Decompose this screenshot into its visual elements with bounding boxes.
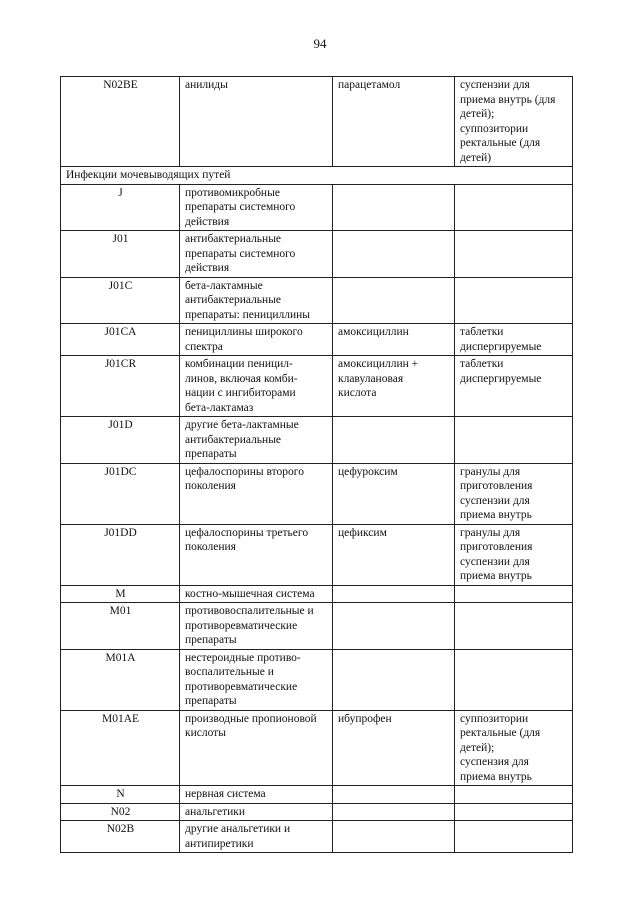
dosage-form-cell xyxy=(455,356,573,417)
cell-text-line: детей); xyxy=(460,741,495,754)
drug-name-cell xyxy=(333,324,455,356)
atc-code-cell: M01 xyxy=(61,603,180,650)
cell-text-line: детей) xyxy=(460,151,492,164)
atc-code-cell: J xyxy=(61,184,180,231)
cell-text-line: приема внутрь (для xyxy=(460,93,556,106)
drug-name-cell xyxy=(333,356,455,417)
cell-text-line: другие анальгетики и xyxy=(185,823,291,835)
table-row xyxy=(61,803,573,821)
group-name-cell xyxy=(180,356,333,417)
atc-code-cell: J01C xyxy=(61,277,180,324)
cell-text-line: цефалоспорины третьего xyxy=(185,526,309,539)
table-row xyxy=(61,77,573,167)
cell-text-line: суспензии для xyxy=(460,79,530,91)
drug-name-cell xyxy=(333,649,455,710)
dosage-form-cell xyxy=(455,417,573,464)
cell-text-line: нервная система xyxy=(185,788,266,800)
dosage-form-cell xyxy=(455,821,573,853)
cell-text-line: цефуроксим xyxy=(338,465,398,478)
table-row xyxy=(61,417,573,464)
cell-text-line: суппозитории xyxy=(460,712,529,725)
table-row xyxy=(61,585,573,603)
cell-text-line: поколения xyxy=(185,541,236,553)
cell-text-line: суспензия для xyxy=(460,756,529,768)
cell-text-line: противоревматические xyxy=(185,619,298,632)
atc-code-cell: J01DC xyxy=(61,463,180,524)
atc-code-cell: N02 xyxy=(61,803,180,821)
cell-text-line: противомикробные xyxy=(185,186,280,199)
cell-text-line: диспергируемые xyxy=(460,372,542,385)
atc-code-cell: N02BE xyxy=(61,77,180,167)
drug-name-cell xyxy=(333,524,455,585)
cell-text-line: производные пропионовой xyxy=(185,712,317,725)
cell-text-line: парацетамол xyxy=(338,79,401,91)
drug-name-cell xyxy=(333,585,455,603)
cell-text-line: гранулы для xyxy=(460,526,521,539)
drug-name-cell xyxy=(333,417,455,464)
cell-text-line: противовоспалительные и xyxy=(185,605,314,617)
cell-text-line: препараты: пенициллины xyxy=(185,308,311,321)
group-name-cell xyxy=(180,803,333,821)
drug-name-cell xyxy=(333,231,455,278)
cell-text-line: таблетки xyxy=(460,326,504,338)
drug-name-cell xyxy=(333,603,455,650)
cell-text-line: анилиды xyxy=(185,79,228,91)
cell-text-line: амоксициллин + xyxy=(338,358,419,370)
cell-text-line: амоксициллин xyxy=(338,326,409,338)
drug-name-cell xyxy=(333,277,455,324)
section-header-row xyxy=(61,167,573,185)
atc-drug-table xyxy=(60,76,573,853)
drug-name-cell xyxy=(333,803,455,821)
dosage-form-cell xyxy=(455,277,573,324)
cell-text-line: препараты системного xyxy=(185,247,296,260)
cell-text-line: нестероидные противо- xyxy=(185,651,301,664)
cell-text-line: антибактериальные xyxy=(185,433,282,446)
cell-text-line: препараты xyxy=(185,634,237,646)
dosage-form-cell xyxy=(455,184,573,231)
cell-text-line: суппозитории xyxy=(460,122,529,135)
cell-text-line: анальгетики xyxy=(185,805,246,818)
group-name-cell xyxy=(180,786,333,804)
drug-name-cell xyxy=(333,821,455,853)
page-number: 94 xyxy=(313,36,327,51)
table-row xyxy=(61,463,573,524)
atc-code-cell: N02B xyxy=(61,821,180,853)
cell-text-line: ректальные (для xyxy=(460,727,541,739)
atc-code-cell: M01A xyxy=(61,649,180,710)
drug-name-cell xyxy=(333,710,455,786)
table-row xyxy=(61,524,573,585)
group-name-cell xyxy=(180,603,333,650)
table-row xyxy=(61,184,573,231)
cell-text-line: кислота xyxy=(338,387,377,399)
group-name-cell xyxy=(180,463,333,524)
cell-text-line: таблетки xyxy=(460,358,504,370)
cell-text-line: нации с ингибиторами xyxy=(185,387,296,399)
group-name-cell xyxy=(180,77,333,167)
group-name-cell xyxy=(180,524,333,585)
cell-text-line: комбинации пеницил- xyxy=(185,358,293,370)
section-title: Инфекции мочевыводящих путей xyxy=(61,167,573,185)
cell-text-line: цефиксим xyxy=(338,526,387,539)
cell-text-line: гранулы для xyxy=(460,465,521,478)
cell-text-line: суспензии для xyxy=(460,555,530,568)
cell-text-line: действия xyxy=(185,215,230,228)
group-name-cell xyxy=(180,231,333,278)
cell-text-line: приема внутрь xyxy=(460,570,532,582)
atc-code-cell: M xyxy=(61,585,180,603)
table-row xyxy=(61,821,573,853)
table-row xyxy=(61,231,573,278)
table-row xyxy=(61,603,573,650)
drug-name-cell xyxy=(333,77,455,167)
cell-text-line: антибактериальные xyxy=(185,233,282,245)
cell-text-line: ибупрофен xyxy=(338,712,392,725)
drug-name-cell xyxy=(333,786,455,804)
cell-text-line: бета-лактамаз xyxy=(185,401,254,414)
cell-text-line: кислоты xyxy=(185,727,226,739)
atc-code-cell: J01 xyxy=(61,231,180,278)
atc-code-cell: J01D xyxy=(61,417,180,464)
atc-code-cell: J01CR xyxy=(61,356,180,417)
group-name-cell xyxy=(180,585,333,603)
cell-text-line: приготовления xyxy=(460,480,533,492)
dosage-form-cell xyxy=(455,786,573,804)
dosage-form-cell xyxy=(455,603,573,650)
group-name-cell xyxy=(180,649,333,710)
cell-text-line: поколения xyxy=(185,480,236,492)
group-name-cell xyxy=(180,821,333,853)
cell-text-line: препараты xyxy=(185,695,237,707)
table-row xyxy=(61,710,573,786)
group-name-cell xyxy=(180,710,333,786)
cell-text-line: действия xyxy=(185,262,230,274)
cell-text-line: препараты системного xyxy=(185,201,296,213)
dosage-form-cell xyxy=(455,585,573,603)
cell-text-line: приготовления xyxy=(460,541,533,553)
dosage-form-cell xyxy=(455,710,573,786)
table-row xyxy=(61,356,573,417)
cell-text-line: препараты xyxy=(185,448,237,460)
dosage-form-cell xyxy=(455,324,573,356)
group-name-cell xyxy=(180,277,333,324)
cell-text-line: бета-лактамные xyxy=(185,279,263,292)
group-name-cell xyxy=(180,324,333,356)
dosage-form-cell xyxy=(455,803,573,821)
drug-name-cell xyxy=(333,463,455,524)
group-name-cell xyxy=(180,417,333,464)
dosage-form-cell xyxy=(455,231,573,278)
dosage-form-cell xyxy=(455,77,573,167)
group-name-cell xyxy=(180,184,333,231)
cell-text-line: противоревматические xyxy=(185,680,298,693)
cell-text-line: пенициллины широкого xyxy=(185,326,303,338)
cell-text-line: цефалоспорины второго xyxy=(185,465,304,478)
table-row xyxy=(61,324,573,356)
cell-text-line: костно-мышечная система xyxy=(185,587,315,600)
atc-code-cell: J01CA xyxy=(61,324,180,356)
dosage-form-cell xyxy=(455,649,573,710)
cell-text-line: клавулановая xyxy=(338,372,404,385)
cell-text-line: антипиретики xyxy=(185,837,254,850)
cell-text-line: диспергируемые xyxy=(460,340,542,353)
cell-text-line: спектра xyxy=(185,340,223,353)
table-row xyxy=(61,277,573,324)
atc-code-cell: J01DD xyxy=(61,524,180,585)
table-body xyxy=(61,77,573,853)
table-row xyxy=(61,786,573,804)
cell-text-line: приема внутрь xyxy=(460,770,532,783)
drug-name-cell xyxy=(333,184,455,231)
table-row xyxy=(61,649,573,710)
atc-code-cell: M01AE xyxy=(61,710,180,786)
cell-text-line: суспензии для xyxy=(460,494,530,507)
dosage-form-cell xyxy=(455,463,573,524)
cell-text-line: воспалительные и xyxy=(185,666,274,678)
cell-text-line: детей); xyxy=(460,108,495,120)
cell-text-line: ректальные (для xyxy=(460,137,541,149)
cell-text-line: антибактериальные xyxy=(185,294,282,306)
cell-text-line: другие бета-лактамные xyxy=(185,419,299,431)
cell-text-line: приема внутрь xyxy=(460,509,532,521)
atc-code-cell: N xyxy=(61,786,180,804)
dosage-form-cell xyxy=(455,524,573,585)
cell-text-line: линов, включая комби- xyxy=(185,372,298,385)
